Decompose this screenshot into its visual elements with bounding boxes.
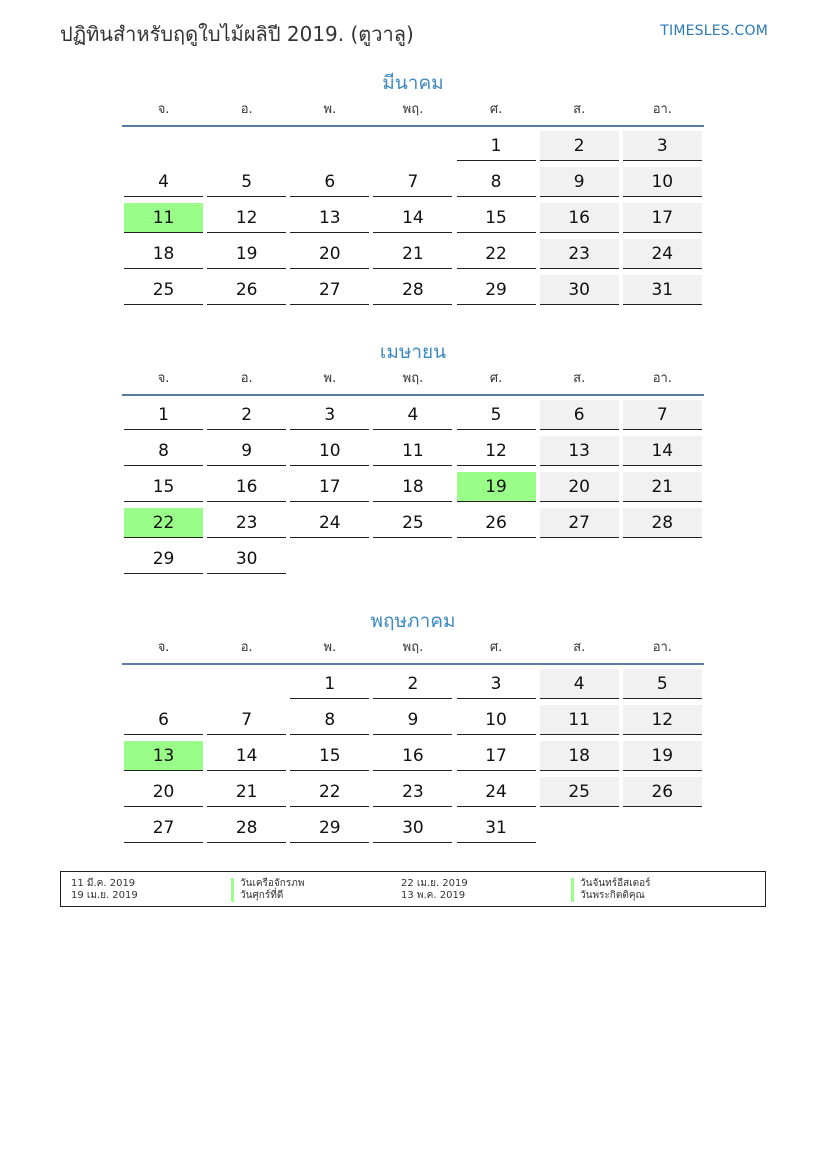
weekday-label: จ. <box>157 640 170 655</box>
day-cell[interactable]: 20 <box>124 777 203 807</box>
day-cell[interactable]: 16 <box>540 203 619 233</box>
weekday-label: ศ. <box>489 640 503 655</box>
weekday-header <box>122 636 704 665</box>
day-cell[interactable]: 21 <box>623 472 702 502</box>
day-cell[interactable]: 27 <box>540 508 619 538</box>
legend-holiday-name: วันจันทร์อีสเตอร์ <box>571 878 750 890</box>
weekday-label: ส. <box>573 640 586 655</box>
empty-day-cell <box>540 544 619 574</box>
empty-day-cell <box>207 131 286 161</box>
day-cell[interactable]: 25 <box>540 777 619 807</box>
weekday-label: ส. <box>573 371 586 386</box>
empty-day-cell <box>373 544 452 574</box>
legend-holiday-name: วันพระกิตติคุณ <box>571 890 750 902</box>
weekday-label: ศ. <box>489 371 503 386</box>
day-cell[interactable]: 18 <box>540 741 619 771</box>
day-cell[interactable]: 14 <box>373 203 452 233</box>
weekday-label: พฤ. <box>402 371 424 386</box>
holiday-day-cell[interactable]: 13 <box>124 741 203 771</box>
day-cell[interactable]: 20 <box>540 472 619 502</box>
page-title: ปฏิทินสำหรับฤดูใบไม้ผลิปี 2019. (ตูวาลู) <box>60 22 414 46</box>
month-calendar <box>122 606 704 849</box>
legend-date: 19 เม.ย. 2019 <box>71 890 138 901</box>
holiday-legend <box>60 871 766 907</box>
day-cell[interactable]: 4 <box>540 669 619 699</box>
day-cell[interactable]: 27 <box>124 813 203 843</box>
day-cell[interactable]: 9 <box>207 436 286 466</box>
day-cell[interactable]: 8 <box>124 436 203 466</box>
day-cell[interactable]: 21 <box>373 239 452 269</box>
day-cell[interactable]: 24 <box>623 239 702 269</box>
week-grid <box>122 400 704 580</box>
day-cell[interactable]: 5 <box>457 400 536 430</box>
weekday-label: พฤ. <box>402 102 424 117</box>
month-title: เมษายน <box>379 341 447 363</box>
day-cell[interactable]: 19 <box>623 741 702 771</box>
empty-day-cell <box>124 131 203 161</box>
empty-day-cell <box>207 669 286 699</box>
weekday-header <box>122 367 704 396</box>
day-cell[interactable]: 31 <box>623 275 702 305</box>
empty-day-cell <box>373 131 452 161</box>
weekday-label: พ. <box>323 371 337 386</box>
day-cell[interactable]: 7 <box>207 705 286 735</box>
day-cell[interactable]: 10 <box>457 705 536 735</box>
month-title: พฤษภาคม <box>370 610 456 632</box>
day-cell[interactable]: 7 <box>623 400 702 430</box>
day-cell[interactable]: 16 <box>207 472 286 502</box>
day-cell[interactable]: 17 <box>290 472 369 502</box>
weekday-label: อา. <box>652 371 672 386</box>
day-cell[interactable]: 14 <box>207 741 286 771</box>
day-cell[interactable]: 5 <box>207 167 286 197</box>
day-cell[interactable]: 3 <box>290 400 369 430</box>
day-cell[interactable]: 21 <box>207 777 286 807</box>
week-row <box>122 167 704 203</box>
empty-day-cell <box>623 544 702 574</box>
day-cell[interactable]: 26 <box>457 508 536 538</box>
legend-date: 11 มี.ค. 2019 <box>71 878 136 889</box>
month-calendar <box>122 337 704 580</box>
day-cell[interactable]: 29 <box>124 544 203 574</box>
day-cell[interactable]: 28 <box>373 275 452 305</box>
day-cell[interactable]: 15 <box>457 203 536 233</box>
week-row <box>122 705 704 741</box>
week-grid <box>122 131 704 311</box>
day-cell[interactable]: 12 <box>457 436 536 466</box>
day-cell[interactable]: 22 <box>457 239 536 269</box>
legend-holiday-name: วันเครือจักรภพ <box>231 878 410 890</box>
week-grid <box>122 669 704 849</box>
legend-holiday-name: วันศุกร์ที่ดี <box>231 890 410 902</box>
holiday-day-cell[interactable]: 11 <box>124 203 203 233</box>
day-cell[interactable]: 5 <box>623 669 702 699</box>
empty-day-cell <box>623 813 702 843</box>
day-cell[interactable]: 1 <box>457 131 536 161</box>
month-title: มีนาคม <box>382 72 444 94</box>
day-cell[interactable]: 29 <box>457 275 536 305</box>
day-cell[interactable]: 25 <box>373 508 452 538</box>
day-cell[interactable]: 13 <box>540 436 619 466</box>
day-cell[interactable]: 11 <box>373 436 452 466</box>
weekday-label: ศ. <box>489 102 503 117</box>
week-row <box>122 777 704 813</box>
weekday-label: จ. <box>157 102 170 117</box>
day-cell[interactable]: 15 <box>124 472 203 502</box>
day-cell[interactable]: 25 <box>124 275 203 305</box>
month-calendar <box>122 68 704 311</box>
day-cell[interactable]: 2 <box>207 400 286 430</box>
day-cell[interactable]: 8 <box>457 167 536 197</box>
day-cell[interactable]: 23 <box>207 508 286 538</box>
day-cell[interactable]: 19 <box>207 239 286 269</box>
day-cell[interactable]: 31 <box>457 813 536 843</box>
weekday-label: อา. <box>652 640 672 655</box>
brand-link[interactable]: TIMESLES.COM <box>660 23 768 39</box>
weekday-label: อ. <box>240 102 253 117</box>
day-cell[interactable]: 2 <box>373 669 452 699</box>
day-cell[interactable]: 9 <box>540 167 619 197</box>
day-cell[interactable]: 11 <box>540 705 619 735</box>
day-cell[interactable]: 28 <box>207 813 286 843</box>
day-cell[interactable]: 1 <box>290 669 369 699</box>
holiday-day-cell[interactable]: 22 <box>124 508 203 538</box>
day-cell[interactable]: 12 <box>623 705 702 735</box>
weekday-label: พ. <box>323 102 337 117</box>
day-cell[interactable]: 3 <box>623 131 702 161</box>
empty-day-cell <box>290 544 369 574</box>
day-cell[interactable]: 2 <box>540 131 619 161</box>
week-row <box>122 275 704 311</box>
holiday-day-cell[interactable]: 19 <box>457 472 536 502</box>
day-cell[interactable]: 6 <box>124 705 203 735</box>
day-cell[interactable]: 9 <box>373 705 452 735</box>
day-cell[interactable]: 6 <box>290 167 369 197</box>
day-cell[interactable]: 1 <box>124 400 203 430</box>
weekday-label: พฤ. <box>402 640 424 655</box>
day-cell[interactable]: 3 <box>457 669 536 699</box>
day-cell[interactable]: 10 <box>623 167 702 197</box>
day-cell[interactable]: 20 <box>290 239 369 269</box>
weekday-label: จ. <box>157 371 170 386</box>
day-cell[interactable]: 12 <box>207 203 286 233</box>
day-cell[interactable]: 26 <box>207 275 286 305</box>
week-row <box>122 544 704 580</box>
day-cell[interactable]: 16 <box>373 741 452 771</box>
day-cell[interactable]: 22 <box>290 777 369 807</box>
day-cell[interactable]: 14 <box>623 436 702 466</box>
day-cell[interactable]: 28 <box>623 508 702 538</box>
day-cell[interactable]: 10 <box>290 436 369 466</box>
legend-date: 13 พ.ค. 2019 <box>401 890 466 901</box>
day-cell[interactable]: 24 <box>457 777 536 807</box>
week-row <box>122 436 704 472</box>
day-cell[interactable]: 30 <box>207 544 286 574</box>
week-row <box>122 741 704 777</box>
weekday-label: อ. <box>240 640 253 655</box>
empty-day-cell <box>540 813 619 843</box>
day-cell[interactable]: 23 <box>373 777 452 807</box>
weekday-label: อา. <box>652 102 672 117</box>
weekday-header <box>122 98 704 127</box>
week-row <box>122 669 704 705</box>
day-cell[interactable]: 17 <box>457 741 536 771</box>
week-row <box>122 508 704 544</box>
week-row <box>122 239 704 275</box>
day-cell[interactable]: 24 <box>290 508 369 538</box>
day-cell[interactable]: 8 <box>290 705 369 735</box>
day-cell[interactable]: 18 <box>373 472 452 502</box>
week-row <box>122 131 704 167</box>
day-cell[interactable]: 4 <box>124 167 203 197</box>
empty-day-cell <box>290 131 369 161</box>
day-cell[interactable]: 18 <box>124 239 203 269</box>
day-cell[interactable]: 23 <box>540 239 619 269</box>
weekday-label: ส. <box>573 102 586 117</box>
day-cell[interactable]: 29 <box>290 813 369 843</box>
day-cell[interactable]: 4 <box>373 400 452 430</box>
week-row <box>122 203 704 239</box>
day-cell[interactable]: 7 <box>373 167 452 197</box>
day-cell[interactable]: 17 <box>623 203 702 233</box>
day-cell[interactable]: 27 <box>290 275 369 305</box>
empty-day-cell <box>124 669 203 699</box>
week-row <box>122 400 704 436</box>
week-row <box>122 472 704 508</box>
week-row <box>122 813 704 849</box>
day-cell[interactable]: 26 <box>623 777 702 807</box>
day-cell[interactable]: 30 <box>373 813 452 843</box>
day-cell[interactable]: 15 <box>290 741 369 771</box>
weekday-label: พ. <box>323 640 337 655</box>
day-cell[interactable]: 6 <box>540 400 619 430</box>
weekday-label: อ. <box>240 371 253 386</box>
day-cell[interactable]: 13 <box>290 203 369 233</box>
legend-date: 22 เม.ย. 2019 <box>401 878 468 889</box>
day-cell[interactable]: 30 <box>540 275 619 305</box>
empty-day-cell <box>457 544 536 574</box>
